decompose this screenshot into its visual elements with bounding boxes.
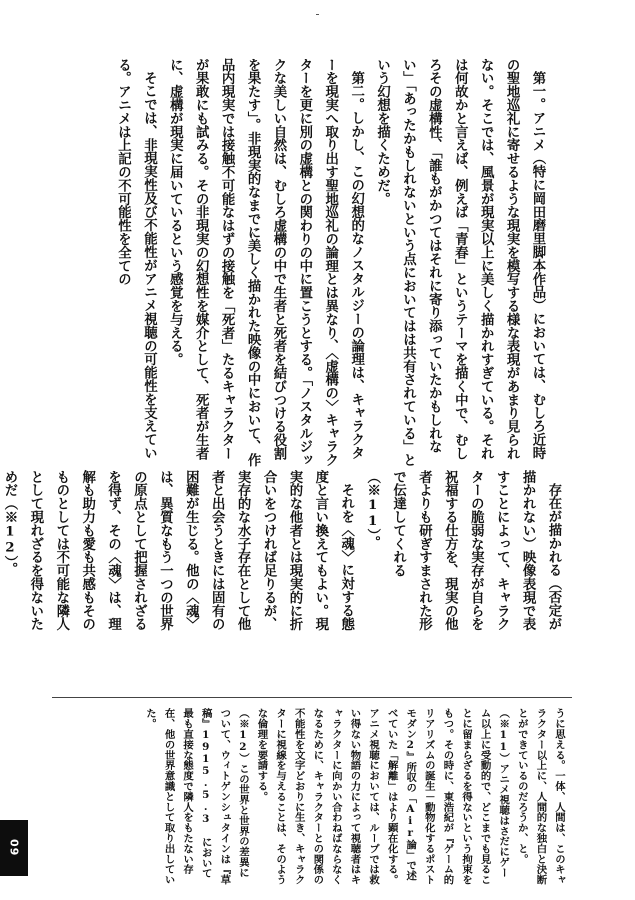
footnotes xyxy=(60,708,568,886)
footnote: うに思える。一体、人間は、このキャラクター以上に、人間的な独白と決断とができているのだろうか、と。 xyxy=(515,708,565,885)
footnote: （※11）アニメ視聴はさだにゲーム以上に受動的で、どこまでも見ることに留まらざるを得ないという拘束をもつ。その時に、東浩紀が『ゲーム的リアリズムの誕生－動物化するポストモダン2』所収の「Air論」で述べていた「解離」はより顕在化する。アニメ視聴においては、ループでは救い得ない物語の力によって視聴者はキャラクターに向かい合わねばならなくなるために、キャラクターとの関係の不能性を文字どおりに生き、キャラクターに視線を与えることは、そのような倫理を要請する。 xyxy=(255,708,510,885)
footnote: （※12）この世界と世界の差異について、ウィトゲンシュタインは『草稿』1915.5.3 において最も直接な態度で隣人をもたない存在、他の世界意識として取り出していた。 xyxy=(143,708,249,885)
top-center-mark xyxy=(316,14,319,15)
page-number: 09 xyxy=(7,839,21,857)
paragraph: そこでは、非現実性及び不能性がアニメ視聴の可能性を支えている。アニメは上記の不可能性を全ての xyxy=(115,58,158,460)
paragraph: 第二。しかし、この幻想的なノスタルジーの論理は、キャラクターを現実へ取り出す聖地巡礼の論理とは異なり、〈虚構の〉キャラクターを更に別の虚構との関わりの中に置こうとする。「ノスタルジックな美しい自然は、むしろ虚構の中で生者と死者を結びつける役割を果たす」。非現実的なまでに美しく描かれた映像の中において、作品内現実では接触不可能なはずの接触を「死者」たるキャラクターが果敢にも試みる。その非現実の幻想性を媒介として、死者が生者に、虚構が現実に届いているという感覚を与える。 xyxy=(167,58,365,467)
body-text-upper xyxy=(55,58,550,468)
body-text-lower xyxy=(1,470,566,638)
paragraph: それを〈魂〉に対する態度と言い換えてもよい。現実的な他者とは現実的に折合いをつければ足りるが、実存的な水子存在として他者と出会うときには固有の困難が生じる。他の〈魂〉は、異質なもう一つの世界の原点として把握されざるを得ず、その〈魂〉は、理解も助力も愛も共感もそのものとしては不可能な隣人として現れざるを得ないためだ（※12）。 xyxy=(1,470,355,631)
footnote-divider xyxy=(52,697,572,698)
paragraph: 第一。アニメ（特に岡田磨里脚本作品）においては、むしろ近時の聖地巡礼に寄せるような現実を模写する様な表現があまり見られない。そこでは、風景が現実以上に美しく描かれすぎている。それは何故かと言えば、例えば「青春」というテーマを描く中で、むしろその虚構性、「誰もがかつてはそれに寄り添っていたかもしれない」「あったかもしれないという点においてはは共有されている」という幻想を描くためだ。 xyxy=(374,58,546,467)
paragraph: 存在が描かれる（否定が描かれない）映像表現で表すことによって、キャラクターの脆弱な実存が自らを祝福する仕方を、現実の他者よりも研ぎすまされた形で伝達してくれる（※11）。 xyxy=(364,470,562,631)
